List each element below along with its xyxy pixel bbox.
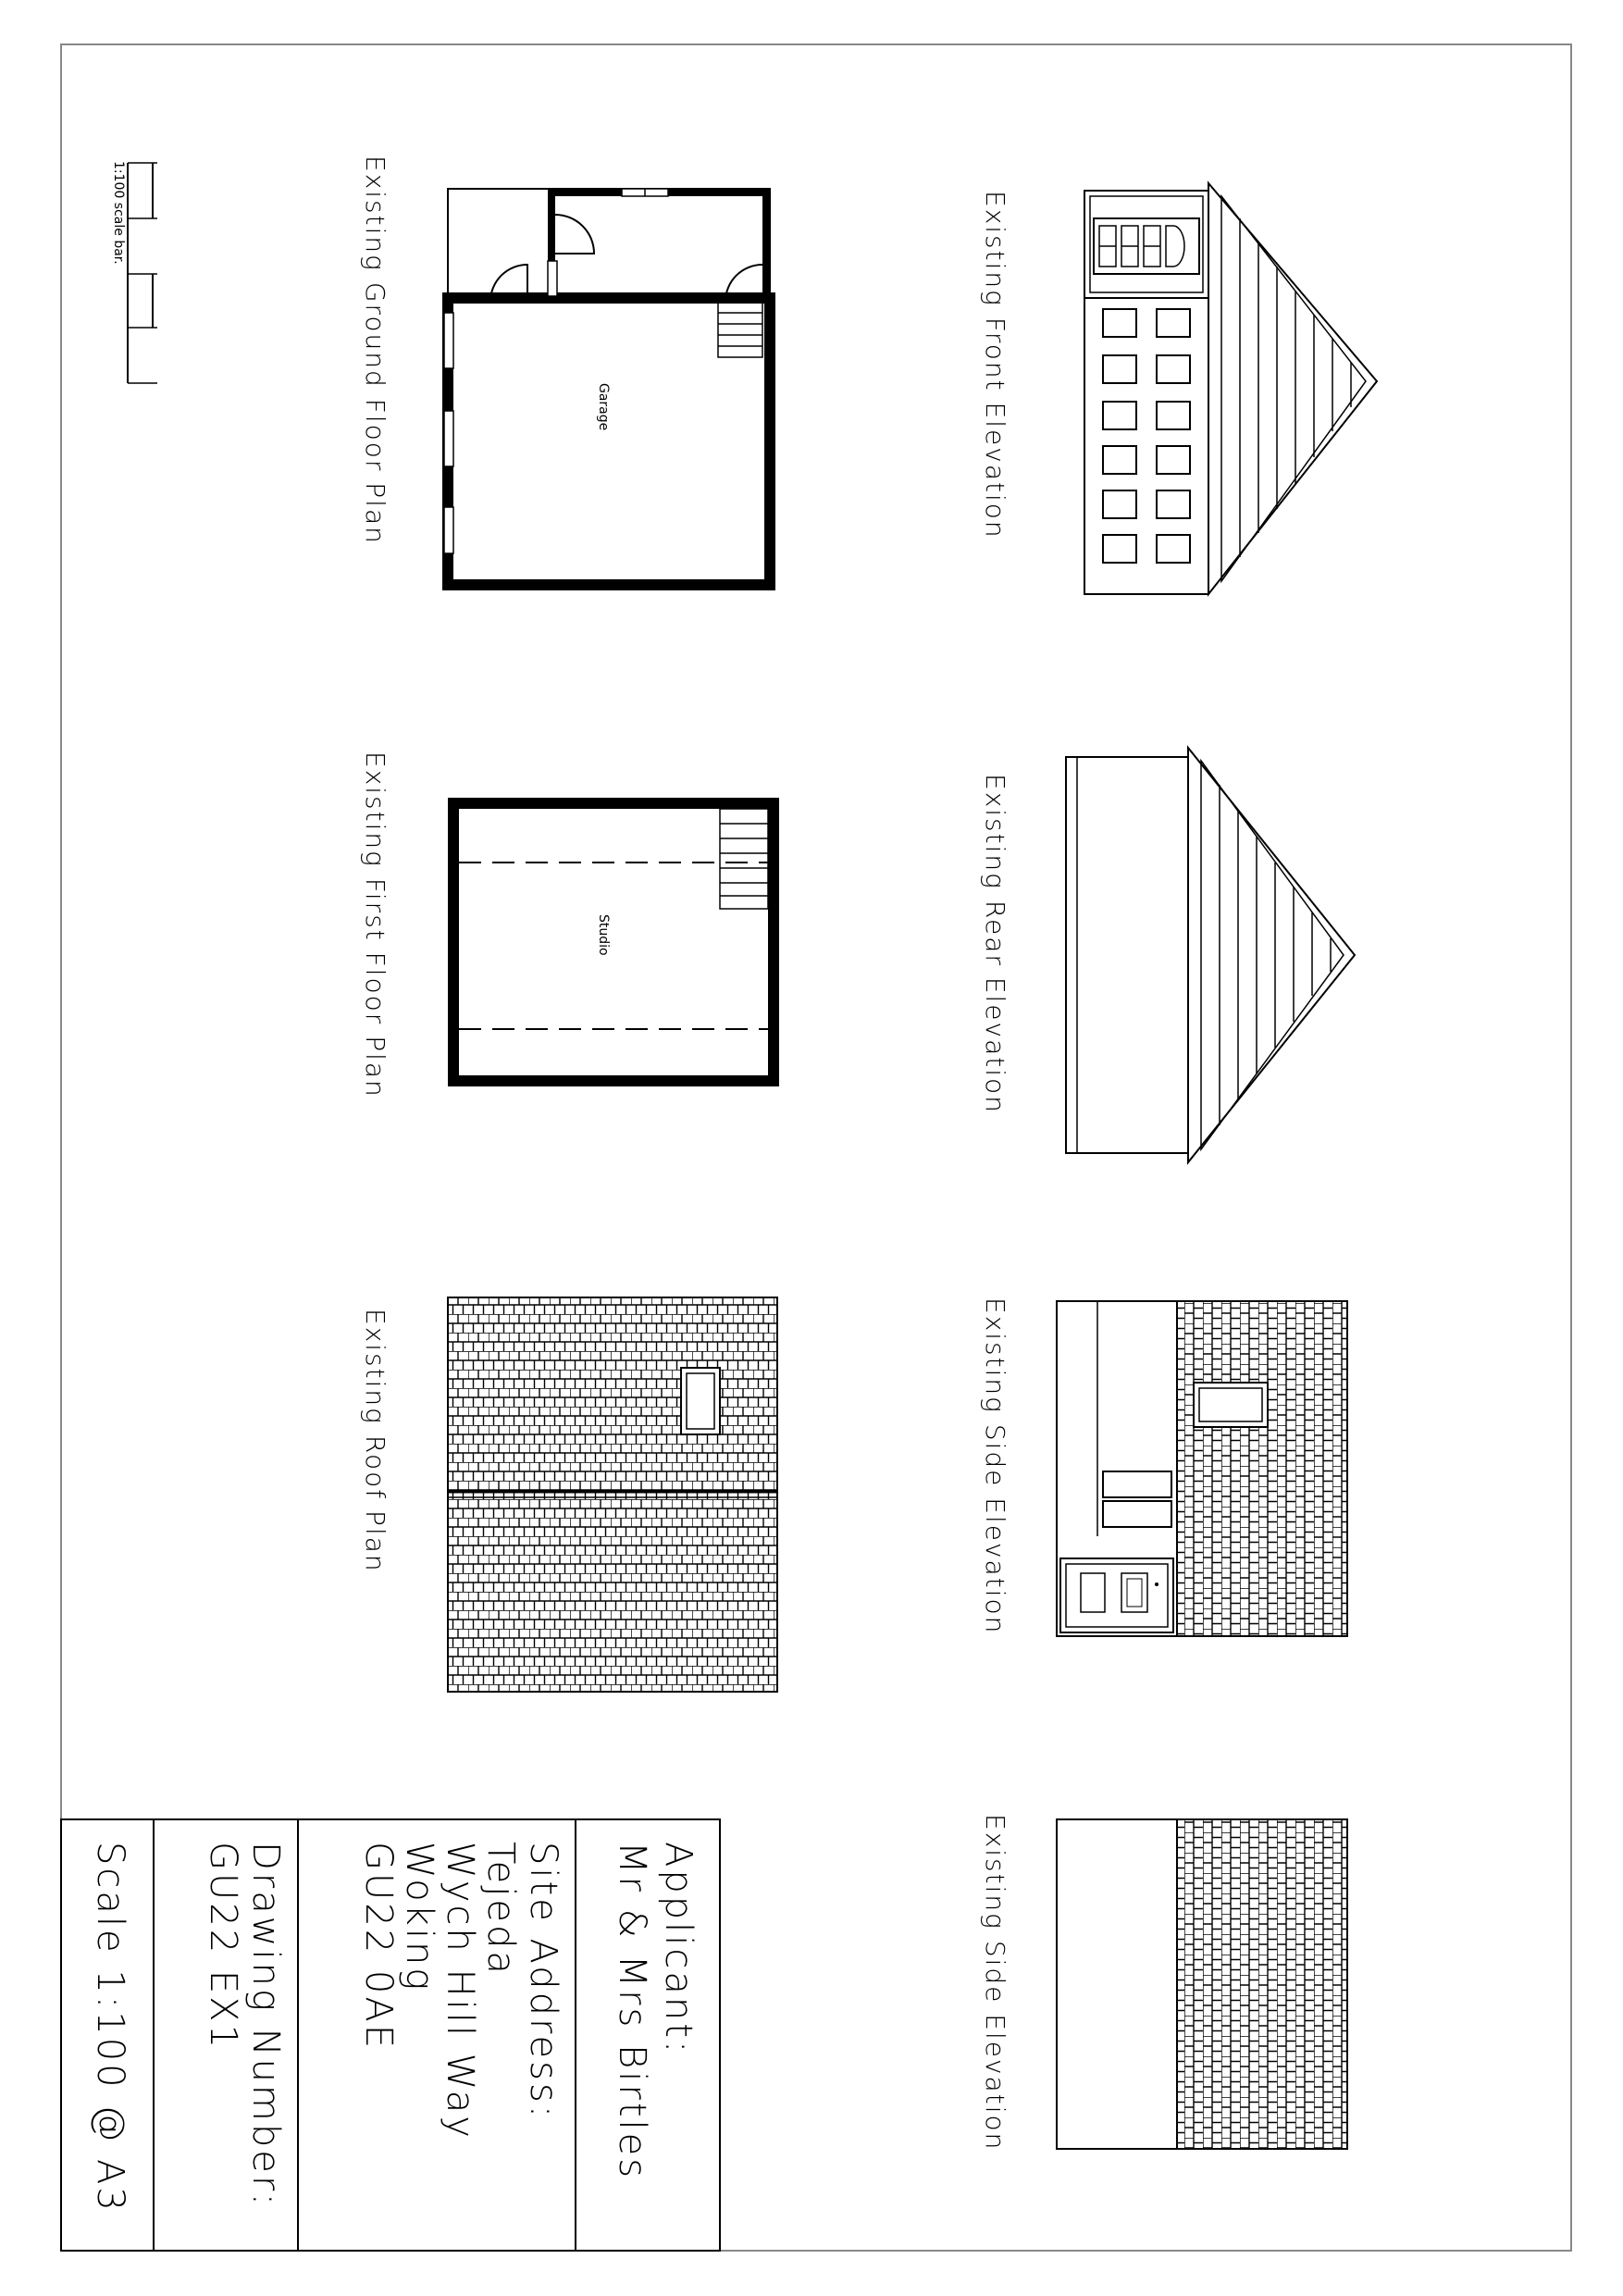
address-line-4: GU22 0AE (357, 1842, 400, 2051)
title-block (61, 1819, 720, 2251)
rear-elevation-title: Existing Rear Elevation (980, 774, 1010, 1114)
applicant-label: Applicant: (657, 1842, 700, 2056)
side-elevation-1-title: Existing Side Elevation (980, 1297, 1010, 1635)
front-elevation (980, 183, 1377, 594)
roof-plan-title: Existing Roof Plan (360, 1309, 390, 1573)
address-line-1: Tejeda (479, 1842, 522, 1977)
front-elevation-title: Existing Front Elevation (980, 191, 1010, 540)
applicant-name: Mr & Mrs Birtles (611, 1842, 653, 2181)
ground-floor-plan (360, 155, 770, 585)
side-elevation-2 (980, 1814, 1347, 2151)
side-elevation-2-title: Existing Side Elevation (980, 1814, 1010, 2152)
side-elevation-1 (980, 1297, 1347, 1636)
scale-text: Scale 1:100 @ A3 (89, 1842, 131, 2214)
site-address-label: Site Address: (522, 1842, 564, 2121)
room-label-studio: Studio (596, 914, 611, 956)
scale-bar-label: 1:100 scale bar. (111, 161, 126, 265)
room-label-garage: Garage (596, 383, 611, 431)
address-line-3: Woking (398, 1842, 440, 1993)
drawing-number-label: Drawing Number: (244, 1842, 287, 2209)
scale-bar (111, 161, 157, 383)
first-floor-plan-title: Existing First Floor Plan (360, 751, 390, 1098)
roof-plan (360, 1297, 777, 1692)
drawing-number: GU22 EX1 (202, 1842, 244, 2052)
ground-floor-plan-title: Existing Ground Floor Plan (360, 155, 390, 545)
address-line-2: Wych Hill Way (439, 1842, 481, 2141)
first-floor-plan (360, 751, 774, 1098)
rear-elevation (980, 748, 1355, 1162)
